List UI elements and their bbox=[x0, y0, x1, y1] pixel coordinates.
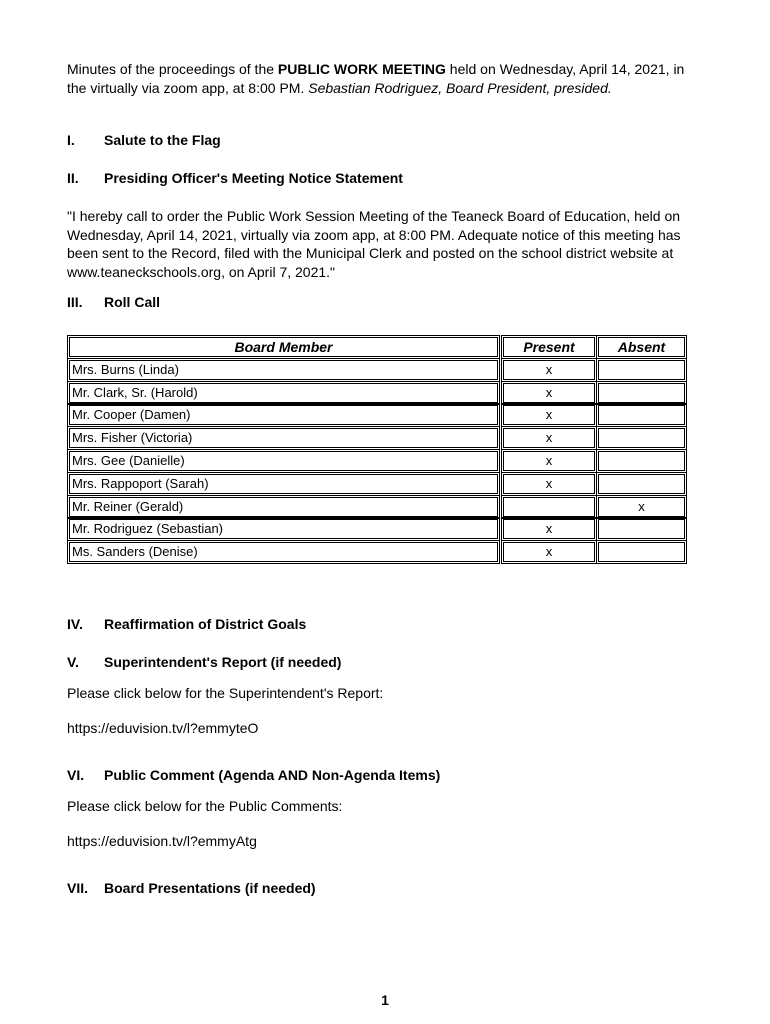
roll-call-body bbox=[67, 360, 689, 565]
table-row bbox=[67, 497, 689, 520]
present-cell: x bbox=[503, 360, 595, 380]
table-row bbox=[67, 451, 689, 474]
section-title: Superintendent's Report (if needed) bbox=[104, 654, 342, 670]
intro-text-2: held on Wednesday, April 14, 2021, in the virtually via zoom app, at 8:00 PM. bbox=[67, 61, 685, 96]
present-cell: x bbox=[503, 519, 595, 539]
meeting-type: PUBLIC WORK MEETING bbox=[277, 61, 446, 77]
public-comment-prompt: Please click below for the Public Comments: bbox=[67, 798, 343, 814]
header-board-member: Board Member bbox=[69, 337, 498, 357]
present-cell: x bbox=[503, 451, 595, 471]
roll-call-table bbox=[67, 337, 689, 565]
absent-cell bbox=[598, 474, 685, 494]
roll-call-header-row bbox=[67, 337, 689, 360]
intro-text-1: Minutes of the proceedings of the bbox=[67, 61, 278, 77]
present-cell: x bbox=[503, 428, 595, 448]
absent-cell bbox=[598, 451, 685, 471]
member-cell: Mr. Rodriguez (Sebastian) bbox=[69, 519, 498, 539]
section-number: II. bbox=[67, 170, 79, 186]
table-row bbox=[67, 383, 689, 406]
section-number: IV. bbox=[67, 616, 83, 632]
section-heading-4 bbox=[67, 615, 689, 633]
present-cell: x bbox=[503, 405, 595, 425]
absent-cell: x bbox=[598, 497, 685, 517]
member-cell: Mrs. Rappoport (Sarah) bbox=[69, 474, 498, 494]
present-cell: x bbox=[503, 474, 595, 494]
member-cell: Mr. Clark, Sr. (Harold) bbox=[69, 383, 498, 403]
member-cell: Ms. Sanders (Denise) bbox=[69, 542, 498, 562]
table-row bbox=[67, 428, 689, 451]
section-title: Reaffirmation of District Goals bbox=[104, 616, 307, 632]
section-heading-5 bbox=[67, 653, 689, 671]
section-number: VI. bbox=[67, 767, 85, 783]
section-number: VII. bbox=[67, 880, 89, 896]
absent-cell bbox=[598, 542, 685, 562]
presider-text: Sebastian Rodriguez, Board President, presided. bbox=[308, 79, 612, 96]
absent-cell bbox=[598, 383, 685, 403]
member-cell: Mrs. Fisher (Victoria) bbox=[69, 428, 498, 448]
section-number: III. bbox=[67, 294, 83, 310]
member-cell: Mrs. Gee (Danielle) bbox=[69, 451, 498, 471]
section-heading-1 bbox=[67, 131, 689, 149]
section-heading-2 bbox=[67, 169, 689, 187]
table-row bbox=[67, 519, 689, 542]
header-present: Present bbox=[503, 337, 595, 357]
section-heading-6 bbox=[67, 766, 689, 784]
section-title: Salute to the Flag bbox=[104, 132, 221, 148]
section-title: Board Presentations (if needed) bbox=[104, 880, 316, 896]
table-row bbox=[67, 360, 689, 383]
absent-cell bbox=[598, 360, 685, 380]
notice-statement: "I hereby call to order the Public Work Session Meeting of the Teaneck Board of Education, held on Wednesday, April 14, 2021, virtually via zoom app, at 8:00 PM. Adequate notice of this meeting has been sent to the Record, filed with the Municipal Clerk and posted on the school district website at www.teaneckschools.org, on April 7, 2021." bbox=[67, 208, 681, 280]
member-cell: Mrs. Burns (Linda) bbox=[69, 360, 498, 380]
section-title: Presiding Officer's Meeting Notice Statement bbox=[104, 170, 403, 186]
section-number: V. bbox=[67, 654, 79, 670]
section-title: Public Comment (Agenda AND Non-Agenda Items) bbox=[104, 767, 441, 783]
intro-paragraph bbox=[67, 60, 689, 97]
member-cell: Mr. Reiner (Gerald) bbox=[69, 497, 498, 517]
absent-cell bbox=[598, 428, 685, 448]
table-row bbox=[67, 405, 689, 428]
present-cell: x bbox=[503, 383, 595, 403]
member-cell: Mr. Cooper (Damen) bbox=[69, 405, 498, 425]
public-comment-link[interactable]: https://eduvision.tv/l?emmyAtg bbox=[67, 833, 257, 849]
absent-cell bbox=[598, 519, 685, 539]
superintendent-report-prompt: Please click below for the Superintendent's Report: bbox=[67, 685, 384, 701]
absent-cell bbox=[598, 405, 685, 425]
superintendent-report-link[interactable]: https://eduvision.tv/l?emmyteO bbox=[67, 720, 259, 736]
present-cell: x bbox=[503, 542, 595, 562]
section-number: I. bbox=[67, 132, 75, 148]
section-heading-3 bbox=[67, 293, 689, 311]
table-row bbox=[67, 542, 689, 565]
header-absent: Absent bbox=[598, 337, 685, 357]
present-cell bbox=[503, 497, 595, 517]
table-row bbox=[67, 474, 689, 497]
page-number: 1 bbox=[381, 992, 389, 1008]
section-title: Roll Call bbox=[104, 294, 161, 310]
section-heading-7 bbox=[67, 879, 689, 897]
